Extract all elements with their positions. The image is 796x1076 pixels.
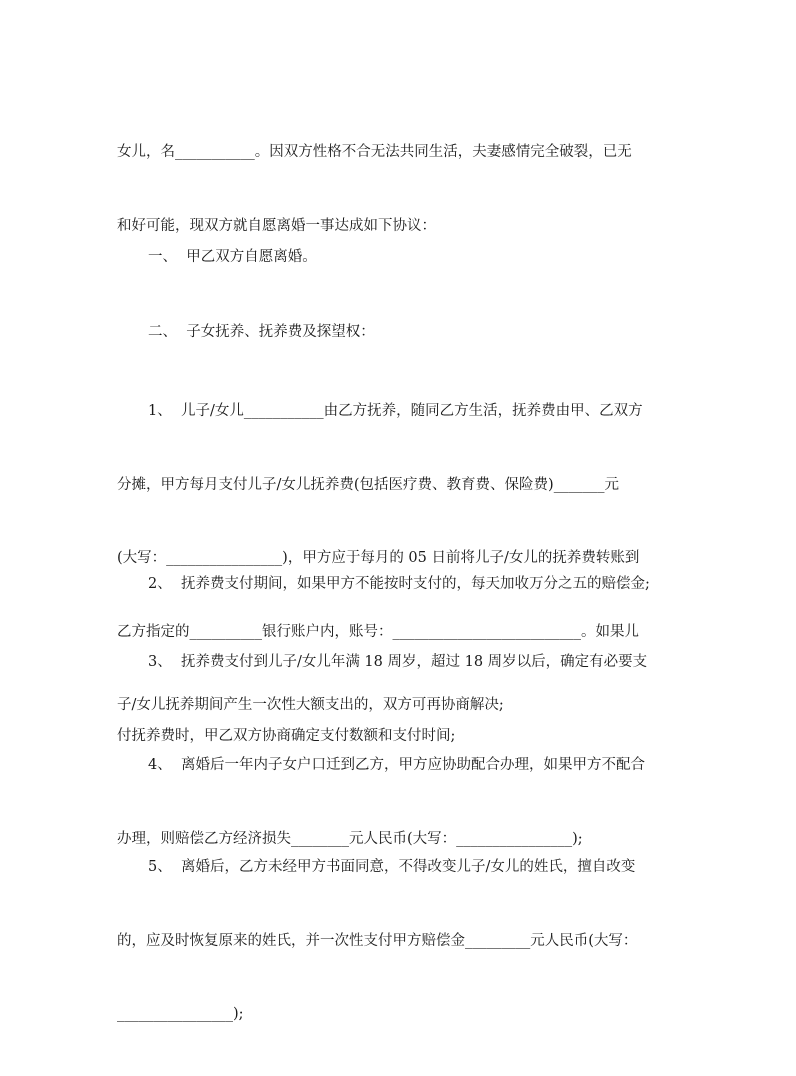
- item-one-line-2: 分摊，甲方每月支付儿子/女儿抚养费(包括医疗费、教育费、保险费)_______元: [117, 476, 619, 493]
- section-one-text: 一、 甲乙双方自愿离婚。: [148, 249, 317, 265]
- item-five-paragraph: [117, 806, 687, 1076]
- item-three-line-2: 付抚养费时，甲乙双方协商确定支付数额和支付时间;: [117, 727, 456, 744]
- item-four-line-2: 办理，则赔偿乙方经济损失________元人民币(大写：________________);: [117, 830, 583, 847]
- item-one-line-1: 1、 儿子/女儿___________由乙方抚养，随同乙方生活，抚养费由甲、乙双方: [148, 403, 643, 419]
- item-one-line-4: 乙方指定的__________银行账户内，账号：__________________________。如果儿: [117, 623, 639, 640]
- item-five-line-1: 5、 离婚后，乙方未经甲方书面同意，不得改变儿子/女儿的姓氏，擅自改变: [148, 859, 636, 875]
- item-three-line-1: 3、 抚养费支付到儿子/女儿年满 18 周岁，超过 18 周岁以后，确定有必要支: [148, 654, 648, 670]
- intro-line-2: 和好可能，现双方就自愿离婚一事达成如下协议：: [117, 217, 436, 234]
- item-one-line-3: (大写：________________)，甲方应于每月的 05 日前将儿子/女儿的抚养费转账到: [117, 550, 640, 566]
- item-five-line-2: 的，应及时恢复原来的姓氏，并一次性支付甲方赔偿金_________元人民币(大写：: [117, 932, 638, 949]
- item-one-line-5: 子/女儿抚养期间产生一次性大额支出的，双方可再协商解决;: [117, 697, 504, 713]
- item-two-line-1: 2、 抚养费支付期间，如果甲方不能按时支付的，每天加收万分之五的赔偿金;: [148, 576, 650, 592]
- item-four-line-1: 4、 离婚后一年内子女户口迁到乙方，甲方应协助配合办理，如果甲方不配合: [148, 757, 645, 773]
- intro-line-1: 女儿，名___________。因双方性格不合无法共同生活，夫妻感情完全破裂，已无: [117, 144, 632, 160]
- section-two-text: 二、 子女抚养、抚养费及探望权：: [148, 324, 375, 340]
- item-five-line-3: ________________);: [117, 1006, 244, 1022]
